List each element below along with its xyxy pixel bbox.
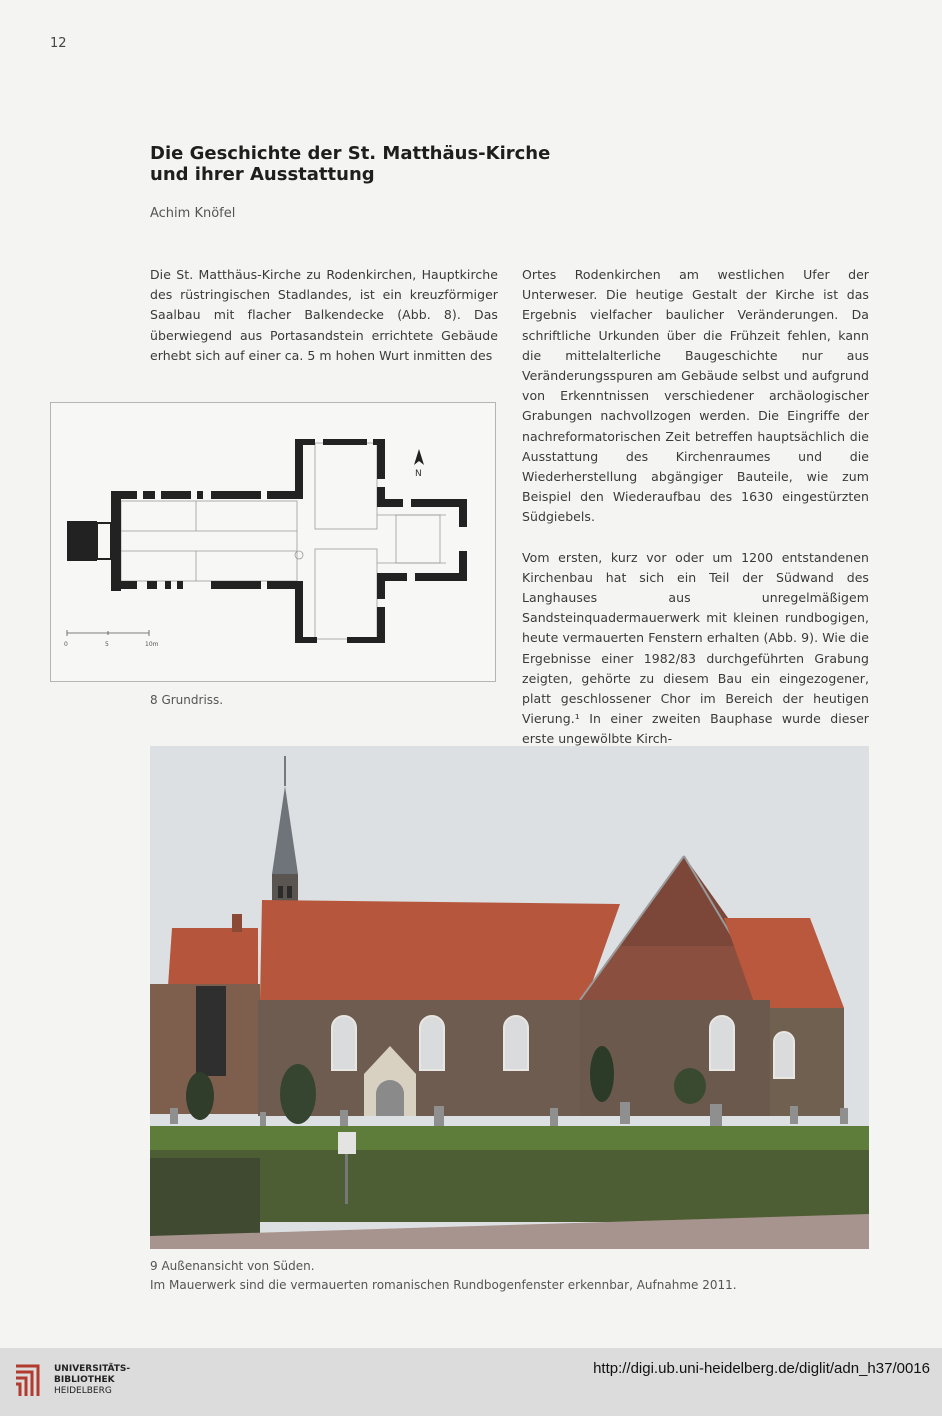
scale-label-5: 5 <box>105 641 109 648</box>
source-url-link[interactable]: http://digi.ub.uni-heidelberg.de/diglit/adn_h37/0016 <box>593 1360 930 1377</box>
figure-9-caption-line-2: Im Mauerwerk sind die vermauerten romanischen Rundbogenfenster erkennbar, Aufnahme 2011. <box>150 1278 737 1292</box>
scale-label-0: 0 <box>64 641 68 648</box>
scale-label-10m: 10m <box>145 641 159 648</box>
figure-8-caption: 8 Grundriss. <box>150 693 224 707</box>
floor-plan-figure <box>50 402 496 682</box>
university-library-logo-icon <box>12 1360 46 1402</box>
footer-bar <box>0 1348 942 1416</box>
library-name-line-1: UNIVERSITÄTS- <box>54 1364 131 1374</box>
library-name-line-2: BIBLIOTHEK <box>54 1375 115 1385</box>
article-title <box>150 143 570 185</box>
page-number: 12 <box>50 36 67 51</box>
author-name: Achim Knöfel <box>150 206 236 221</box>
church-illustration <box>150 746 869 1249</box>
library-name <box>54 1364 130 1397</box>
title-line-2: und ihrer Ausstattung <box>150 164 375 185</box>
figure-9-caption-line-1: 9 Außenansicht von Süden. <box>150 1259 315 1273</box>
paragraph: Vom ersten, kurz vor oder um 1200 entstandenen Kirchenbau hat sich ein Teil der Südwand des Langhauses aus unregelmäßigem Sandsteinquadermauerwerk mit kleinen rundbogigen, heute vermauerten Fenstern erhalten (Abb. 9). Wie die Ergebnisse einer 1982/83 durchgeführten Grabung zeigten, gehörte zu diesem Bau ein eingezogener, platt geschlossener Chor im Bereich der heutigen Vierung.¹ In einer zweiten Bauphase wurde dieser erste ungewölbte Kirch- <box>522 549 869 747</box>
title-line-1: Die Geschichte der St. Matthäus-Kirche <box>150 143 551 164</box>
text-column-left <box>150 265 498 366</box>
floor-plan-drawing <box>51 403 497 683</box>
church-photo <box>150 746 869 1249</box>
library-name-line-3: HEIDELBERG <box>54 1386 112 1396</box>
north-label: N <box>415 469 422 479</box>
text-column-right <box>522 265 869 750</box>
paragraph: Ortes Rodenkirchen am westlichen Ufer der Unterweser. Die heutige Gestalt der Kirche ist das Ergebnis vielfacher baulicher Veränderungen. Da schriftliche Urkunden über die Frühzeit fehlen, kann die mittelalterliche Baugeschichte nur aus Veränderungsspuren am Gebäude selbst und aufgrund von Erkenntnissen verschiedener archäologischer Grabungen nachvollzogen werden. Die Eingriffe der nachreformatorischen Zeit betreffen hauptsächlich die Ausstattung des Kirchenraumes und die Wiederherstellung abgängiger Bauteile, wie zum Beispiel den Wiederaufbau des 1630 eingestürzten Südgiebels. <box>522 267 869 525</box>
paragraph: Die St. Matthäus-Kirche zu Rodenkirchen, Hauptkirche des rüstringischen Stadlandes, ist ein kreuzförmiger Saalbau mit flacher Balkendecke (Abb. 8). Das überwiegend aus Portasandstein errichtete Gebäude erhebt sich auf einer ca. 5 m hohen Wurt inmitten des <box>150 267 498 363</box>
